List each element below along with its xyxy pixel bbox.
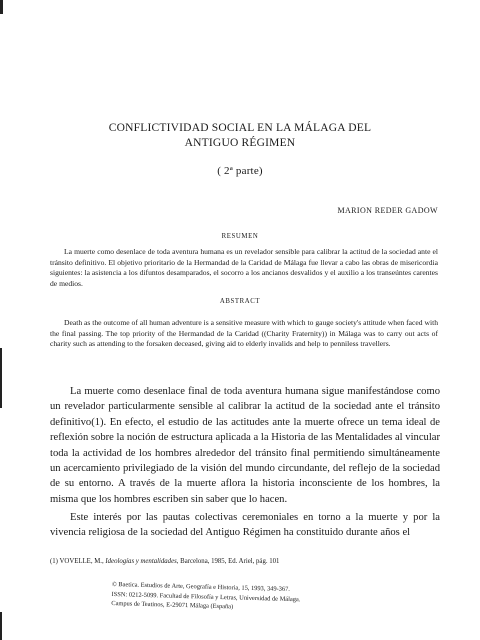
resumen-text: La muerte como desenlace de toda aventura humana es un revelador sensible para calibrar la actitud de la sociedad ante el tránsito definitivo. El objetivo prioritario de la Hermandad de la Caridad de Málaga fue llevar a cabo las obras de misericordia siguientes: la asistencia a los difuntos desamparados, el socorro a los ancianos desvalidos y el auxilio a los transeúntes carentes de medios. bbox=[50, 247, 438, 288]
abstract-text: Death as the outcome of all human adventure is a sensitive measure with which to gauge society's attitude when faced with the final passing. The top priority of the Hermandad de la Caridad ((Charity Fraternity)) in Málaga was to carry out acts of charity such as attending to the forsaken deceased, giving aid to elderly invalids and help to penniless travellers. bbox=[50, 318, 438, 348]
footnote-author: (1) VOVELLE, M., bbox=[50, 558, 104, 565]
body-paragraph-1: La muerte como desenlace final de toda aventura humana sigue manifestándose como un revelador particularmente sensible al calibrar la actitud de la sociedad ante el tránsito definitivo(1). En efecto, el estudio de las actitudes ante la muerte ofrece un tema ideal de reflexión sobre la noción de estructura aplicada a la Historia de las Mentalidades al vincular toda la actividad de los hombres alrededor del tránsito final permitiendo simultáneamente un acercamiento privilegiado de la visión del mundo circundante, del reflejo de la sociedad de su entorno. A través de la muerte aflora la historia inconsciente de los hombres, la misma que los hombres escriben sin saber que lo hacen. bbox=[50, 386, 440, 505]
publication-info bbox=[111, 580, 442, 618]
article-title-line-1: CONFLICTIVIDAD SOCIAL EN LA MÁLAGA DEL bbox=[108, 122, 372, 134]
abstract-heading: ABSTRACT bbox=[219, 298, 261, 305]
footnote bbox=[50, 557, 440, 567]
article-title-line-2: ANTIGUO RÉGIMEN bbox=[184, 137, 296, 149]
footnote-details: Barcelona, 1985, Ed. Ariel, pág. 101 bbox=[180, 558, 280, 565]
author-name: MARION REDER GADOW bbox=[337, 206, 438, 215]
part-label: ( 2ª parte) bbox=[217, 165, 263, 177]
resumen-heading: RESUMEN bbox=[221, 233, 259, 240]
footnote-work: Ideologías y mentalidades, bbox=[105, 558, 179, 565]
publication-line-3: Campus de Teatinos, E-29071 Málaga (España) bbox=[111, 599, 234, 611]
scan-edge-mark-top bbox=[0, 0, 3, 14]
scan-edge-mark-middle bbox=[0, 348, 2, 408]
publication-line-2: ISSN: 0212-5099. Facultad de Filosofía y Letras, Universidad de Málaga. bbox=[111, 590, 301, 603]
scan-edge-mark-bottom bbox=[0, 612, 2, 640]
publication-line-1: © Baetica. Estudios de Arte, Geografía e Historia, 15, 1993, 349-367. bbox=[111, 580, 290, 593]
body-paragraph-2: Este interés por las pautas colectivas ceremoniales en torno a la muerte y por la vivencia religiosa de la sociedad del Antiguo Régimen ha constituido durante años el bbox=[50, 512, 440, 539]
